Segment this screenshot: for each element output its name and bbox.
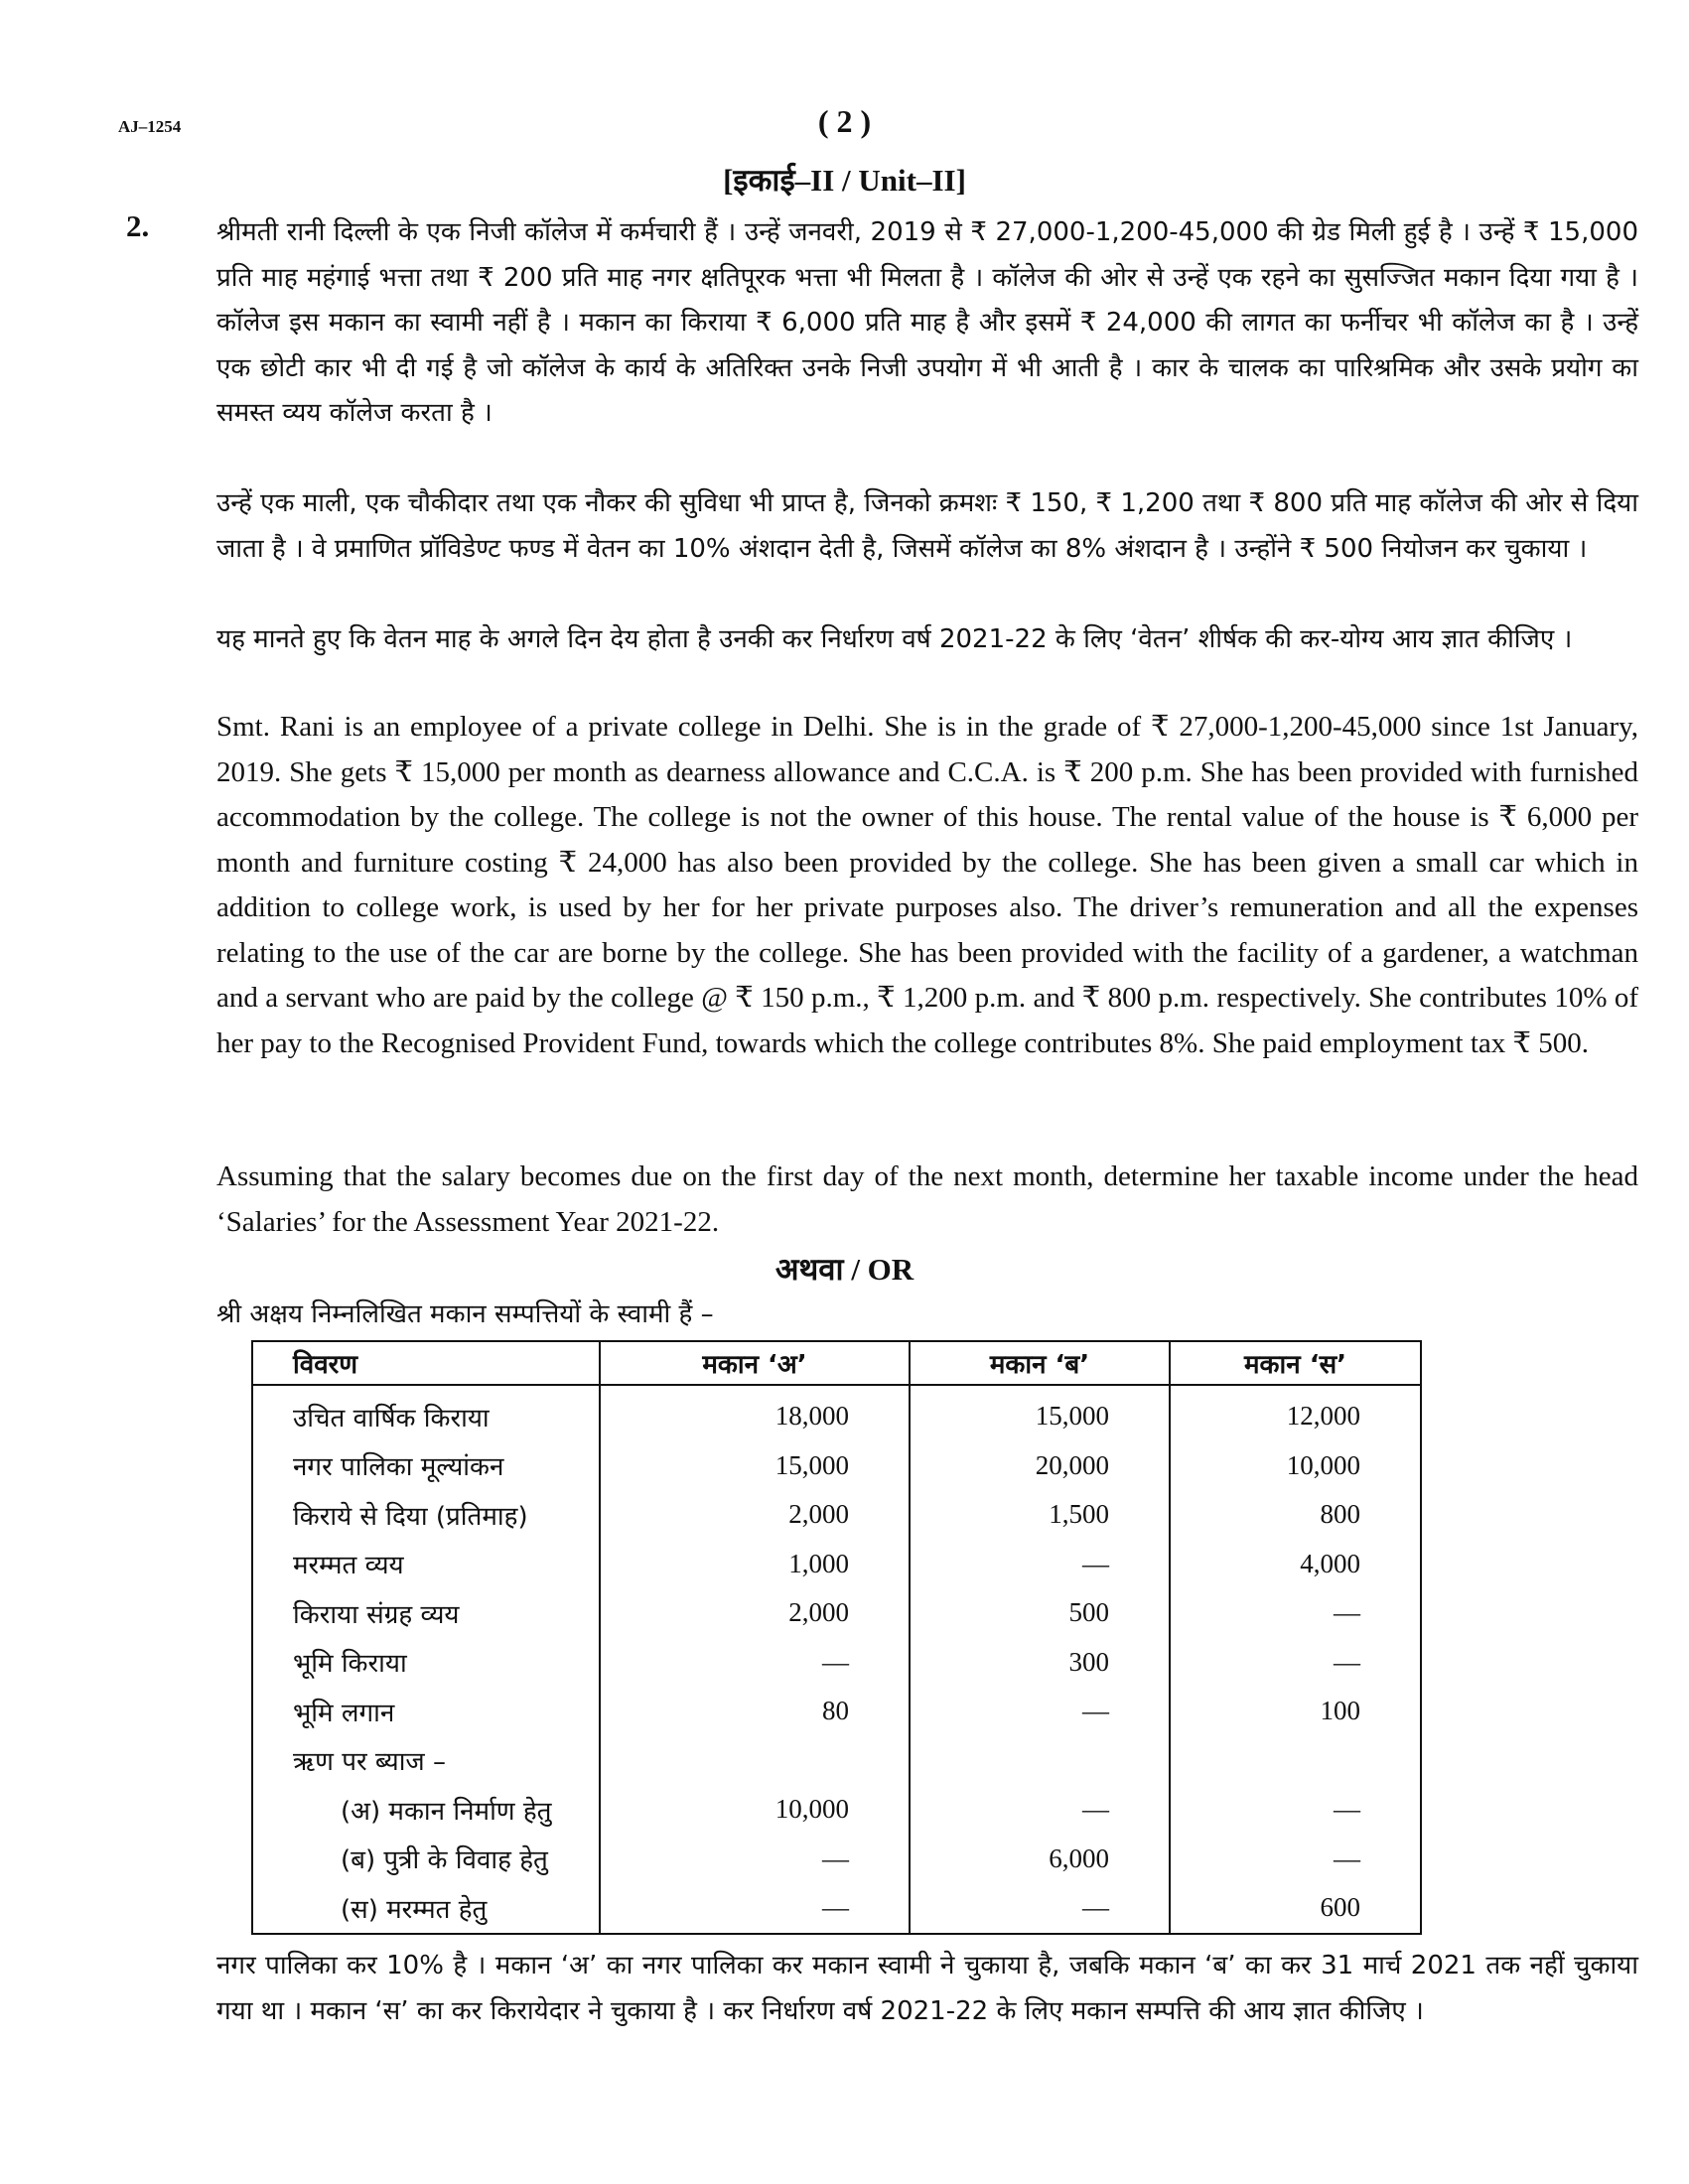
table-cell: — bbox=[1170, 1638, 1421, 1688]
question-english-paragraph-1: Smt. Rani is an employee of a private college in Delhi. She is in the grade of ₹ 27,000-1,200-45,000 since 1st January, 2019. She gets ₹ 15,000 per month as dearness allowance and C.C.A. is ₹ 200 p.m. She has been provided with furnished accommodation by the college. The college is not the owner of this house. The rental value of the house is ₹ 6,000 per month and furniture costing ₹ 24,000 has also been provided by the college. She has been given a small car which in addition to college work, is used by her for her private purposes also. The driver’s remuneration and all the expenses relating to the use of the car are borne by the college. She has been provided with the facility of a gardener, a watchman and a servant who are paid by the college @ ₹ 150 p.m., ₹ 1,200 p.m. and ₹ 800 p.m. respectively. She contributes 10% of her pay to the Recognised Provident Fund, towards which the college contributes 8%. She paid employment tax ₹ 500. bbox=[216, 711, 1638, 1059]
question-hindi-paragraph-1: श्रीमती रानी दिल्ली के एक निजी कॉलेज में कर्मचारी हैं । उन्हें जनवरी, 2019 से ₹ 27,000-1,200-45,000 की ग्रेड मिली हुई है । उन्हें ₹ 15,000 प्रति माह महंगाई भत्ता तथा ₹ 200 प्रति माह नगर क्षतिपूरक भत्ता भी मिलता है । कॉलेज की ओर से उन्हें एक रहने का सुसज्जित मकान दिया गया है । कॉलेज इस मकान का स्वामी नहीं है । मकान का किराया ₹ 6,000 प्रति माह है और इसमें ₹ 24,000 की लागत का फर्नीचर भी कॉलेज का है । उन्हें एक छोटी कार भी दी गई है जो कॉलेज के कार्य के अतिरिक्त उनके निजी उपयोग में भी आती है । कार के चालक का पारिश्रमिक और उसके प्रयोग का समस्त व्यय कॉलेज करता है । bbox=[216, 217, 1638, 428]
table-row bbox=[252, 1441, 1421, 1491]
table-cell: 6,000 bbox=[910, 1835, 1170, 1884]
row-label: (स) मरम्मत हेतु bbox=[341, 1894, 488, 1925]
row-label: ऋण पर ब्याज – bbox=[293, 1747, 446, 1778]
table-row bbox=[252, 1883, 1421, 1934]
table-cell: 1,500 bbox=[910, 1490, 1170, 1540]
table-cell: 600 bbox=[1170, 1883, 1421, 1934]
table-row bbox=[252, 1385, 1421, 1441]
row-label: नगर पालिका मूल्यांकन bbox=[293, 1452, 504, 1483]
question-hindi-paragraph-2: उन्हें एक माली, एक चौकीदार तथा एक नौकर की सुविधा भी प्राप्त है, जिनको क्रमशः ₹ 150, ₹ 1,200 तथा ₹ 800 प्रति माह कॉलेज की ओर से दिया जाता है । वे प्रमाणित प्रॉविडेण्ट फण्ड में वेतन का 10% अंशदान देती है, जिसमें कॉलेज का 8% अंशदान है । उन्होंने ₹ 500 नियोजन कर चुकाया । bbox=[216, 488, 1638, 564]
table-cell: 80 bbox=[600, 1687, 910, 1736]
table-cell: 10,000 bbox=[1170, 1441, 1421, 1491]
table-cell: 4,000 bbox=[1170, 1540, 1421, 1589]
table-cell: — bbox=[600, 1638, 910, 1688]
table-cell: — bbox=[1170, 1588, 1421, 1638]
unit-heading: [इकाई–II / Unit–II] bbox=[723, 163, 966, 198]
row-label: किराया संग्रह व्यय bbox=[293, 1599, 460, 1630]
table-cell bbox=[910, 1736, 1170, 1786]
table-header-cell: मकान ‘ब’ bbox=[910, 1341, 1170, 1385]
table-cell: 800 bbox=[1170, 1490, 1421, 1540]
table-cell: 15,000 bbox=[910, 1385, 1170, 1441]
table-cell: — bbox=[910, 1785, 1170, 1835]
table-cell: — bbox=[600, 1835, 910, 1884]
table-header-cell: मकान ‘स’ bbox=[1170, 1341, 1421, 1385]
paper-code: AJ–1254 bbox=[118, 117, 182, 136]
question-english-paragraph-2: Assuming that the salary becomes due on the first day of the next month, determine her taxable income under the head ‘Salaries’ for the Assessment Year 2021-22. bbox=[216, 1160, 1638, 1238]
row-label: किराये से दिया (प्रतिमाह) bbox=[293, 1501, 528, 1532]
table-cell: 2,000 bbox=[600, 1588, 910, 1638]
table-cell bbox=[1170, 1736, 1421, 1786]
table-cell: — bbox=[600, 1883, 910, 1934]
table-row bbox=[252, 1490, 1421, 1540]
table-header-cell: मकान ‘अ’ bbox=[600, 1341, 910, 1385]
table-row bbox=[252, 1540, 1421, 1589]
table-cell: 10,000 bbox=[600, 1785, 910, 1835]
page-number: ( 2 ) bbox=[817, 103, 872, 139]
table-cell: 15,000 bbox=[600, 1441, 910, 1491]
table-cell: 1,000 bbox=[600, 1540, 910, 1589]
row-label: उचित वार्षिक किराया bbox=[293, 1403, 490, 1433]
or-separator: अथवा / OR bbox=[774, 1252, 915, 1287]
table-cell: 2,000 bbox=[600, 1490, 910, 1540]
table-cell: — bbox=[1170, 1835, 1421, 1884]
table-row bbox=[252, 1736, 1421, 1786]
alt-question-footer: नगर पालिका कर 10% है । मकान ‘अ’ का नगर पालिका कर मकान स्वामी ने चुकाया है, जबकि मकान ‘ब’ का कर 31 मार्च 2021 तक नहीं चुकाया गया था । मकान ‘स’ का कर किरायेदार ने चुकाया है । कर निर्धारण वर्ष 2021-22 के लिए मकान सम्पत्ति की आय ज्ञात कीजिए । bbox=[216, 1951, 1638, 2026]
table-header-cell: विवरण bbox=[252, 1341, 600, 1385]
table-row bbox=[252, 1687, 1421, 1736]
table-cell: 12,000 bbox=[1170, 1385, 1421, 1441]
row-label: (अ) मकान निर्माण हेतु bbox=[341, 1796, 552, 1827]
table-cell: 20,000 bbox=[910, 1441, 1170, 1491]
table-cell: — bbox=[910, 1687, 1170, 1736]
row-label: मरम्मत व्यय bbox=[293, 1551, 404, 1581]
table-cell: — bbox=[910, 1883, 1170, 1934]
row-label: (ब) पुत्री के विवाह हेतु bbox=[341, 1845, 548, 1876]
table-cell bbox=[600, 1736, 910, 1786]
row-label: भूमि किराया bbox=[293, 1649, 407, 1680]
table-row bbox=[252, 1835, 1421, 1884]
table-cell: 300 bbox=[910, 1638, 1170, 1688]
question-hindi-paragraph-3: यह मानते हुए कि वेतन माह के अगले दिन देय होता है उनकी कर निर्धारण वर्ष 2021-22 के लिए ‘वेतन’ शीर्षक की कर-योग्य आय ज्ञात कीजिए । bbox=[216, 624, 1573, 654]
table-row bbox=[252, 1785, 1421, 1835]
table-cell: — bbox=[1170, 1785, 1421, 1835]
table-row bbox=[252, 1588, 1421, 1638]
row-label: भूमि लगान bbox=[293, 1698, 395, 1728]
table-cell: 18,000 bbox=[600, 1385, 910, 1441]
table-row bbox=[252, 1638, 1421, 1688]
question-number: 2. bbox=[126, 208, 150, 243]
table-header-row bbox=[252, 1341, 1421, 1385]
house-property-table bbox=[251, 1340, 1422, 1935]
table-cell: 500 bbox=[910, 1588, 1170, 1638]
alt-question-intro: श्री अक्षय निम्नलिखित मकान सम्पत्तियों के स्वामी हैं – bbox=[216, 1299, 714, 1329]
table-cell: 100 bbox=[1170, 1687, 1421, 1736]
table-cell: — bbox=[910, 1540, 1170, 1589]
